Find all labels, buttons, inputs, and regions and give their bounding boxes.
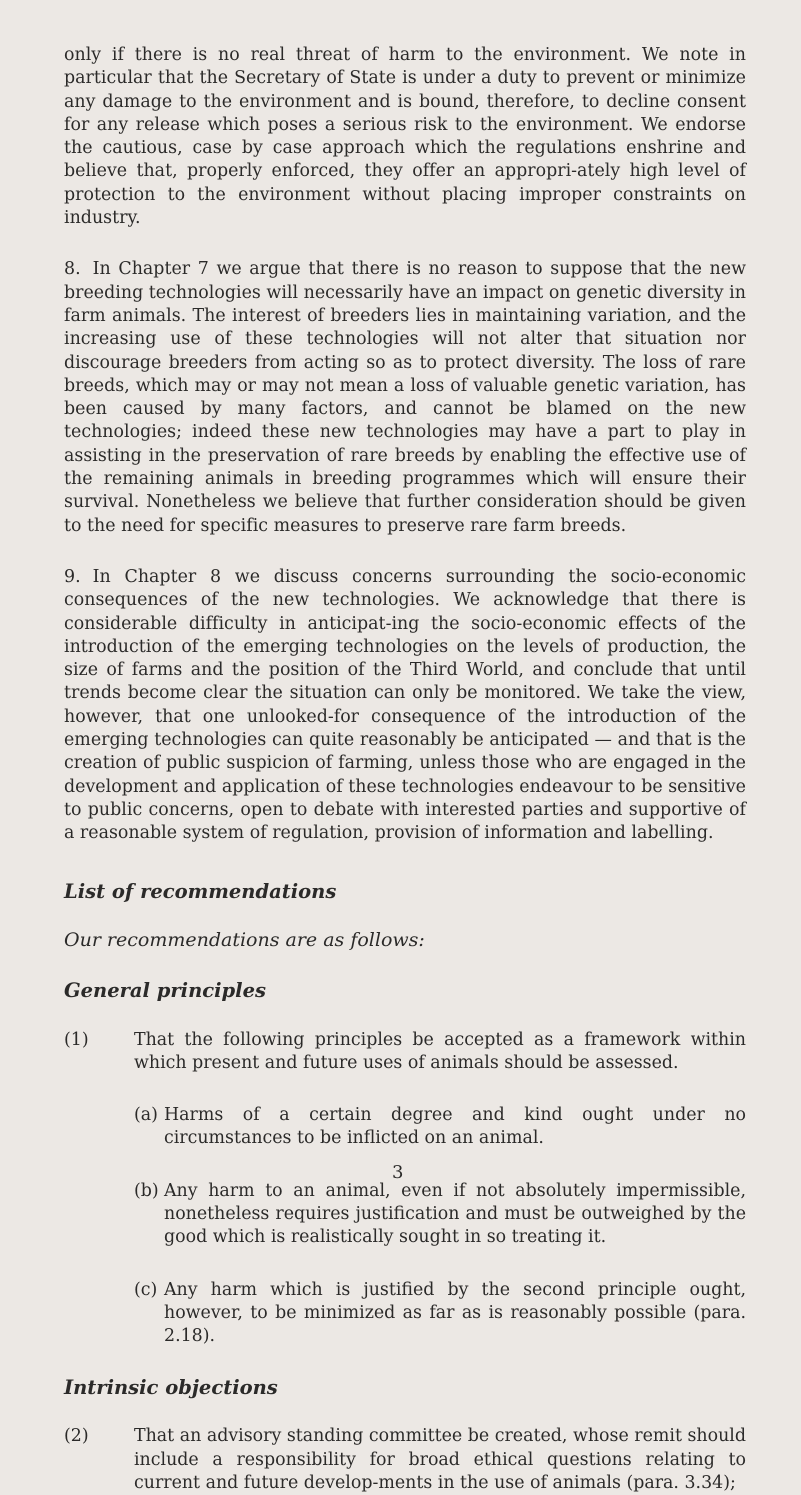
document-page: [64, 44, 746, 1495]
principle-a-label: (a): [134, 1105, 158, 1126]
principle-a-text: Harms of a certain degree and kind ought under no circumstances to be inflicted on an animal.: [164, 1105, 746, 1149]
principle-a: [134, 1104, 746, 1151]
principle-c-text: Any harm which is justified by the second principle ought, however, to be minimized as far as is reasonably possible (para. 2.18).: [164, 1279, 746, 1347]
principle-b-label: (b): [134, 1180, 159, 1201]
recommendation-2: [64, 1425, 746, 1495]
subheading-intrinsic-objections: Intrinsic objections: [64, 1376, 278, 1400]
paragraph-8-text: In Chapter 7 we argue that there is no reason to suppose that the new breeding technologies will necessarily have an impact on genetic diversity in farm animals. The interest of breeders lies in maintaining variation, and the increasing use of these technologies will not alter that situation nor discourage breeders from acting so as to protect diversity. The loss of rare breeds, which may or may not mean a loss of valuable genetic variation, has been caused by many factors, and cannot be blamed on the new technologies; indeed these new technologies may have a part to play in assisting in the preservation of rare breeds by enabling the effective use of the remaining animals in breeding programmes which will ensure their survival. Nonetheless we believe that further consideration should be given to the need for specific measures to preserve rare farm breeds.: [64, 259, 746, 536]
recommendations-intro: Our recommendations are as follows:: [64, 928, 425, 951]
paragraph-9-text: In Chapter 8 we discuss concerns surrounding the socio-economic consequences of the new technologies. We acknowledge that there is considerable difficulty in anticipat-ing the socio-economic effects of the introduction of the emerging technologies on the levels of production, the size of farms and the position of the Third World, and conclude that until trends become clear the situation can only be monitored. We take the view, however, that one unlooked-for consequence of the introduction of the emerging technologies can quite reasonably be anticipated — and that is the creation of public suspicion of farming, unless those who are engaged in the development and application of these technologies endeavour to be sensitive to public concerns, open to debate with interested parties and supportive of a reasonable system of regulation, provision of information and labelling.: [64, 566, 746, 844]
subheading-general-principles: General principles: [64, 978, 266, 1002]
recommendation-1-text: That the following principles be accepted as a framework within which present and future uses of animals should be assessed.: [134, 1029, 746, 1073]
paragraph-8-number: 8.: [64, 259, 81, 280]
paragraph-intro: only if there is no real threat of harm to the environment. We note in particular that the Secretary of State is under a duty to prevent or minimize any damage to the environment and is bound, therefore, to decline consent for any release which poses a serious risk to the environment. We endorse the cautious, case by case approach which the regulations enshrine and believe that, properly enforced, they offer an appropri-ately high level of protection to the environment without placing improper constraints on industry.: [64, 45, 746, 229]
page-number: 3: [392, 1162, 404, 1183]
principle-b-text: Any harm to an animal, even if not absolutely impermissible, nonetheless requires justification and must be outweighed by the good which is realistically sought in so treating it.: [164, 1180, 746, 1248]
paragraph-9: [64, 566, 746, 846]
principle-b: [134, 1180, 746, 1250]
recommendation-2-label: (2): [64, 1426, 89, 1447]
recommendation-1-label: (1): [64, 1029, 89, 1050]
principle-c-label: (c): [134, 1279, 158, 1300]
paragraph-8: [64, 258, 746, 538]
recommendation-1: [64, 1029, 746, 1076]
principle-c: [134, 1279, 746, 1349]
paragraph-9-number: 9.: [64, 566, 81, 587]
recommendation-2-text: That an advisory standing committee be created, whose remit should include a responsibility for broad ethical questions relating to current and future develop-ments in the use of animals (para. 3.34);: [134, 1426, 746, 1494]
section-heading-list-of-recommendations: List of recommendations: [64, 879, 337, 903]
